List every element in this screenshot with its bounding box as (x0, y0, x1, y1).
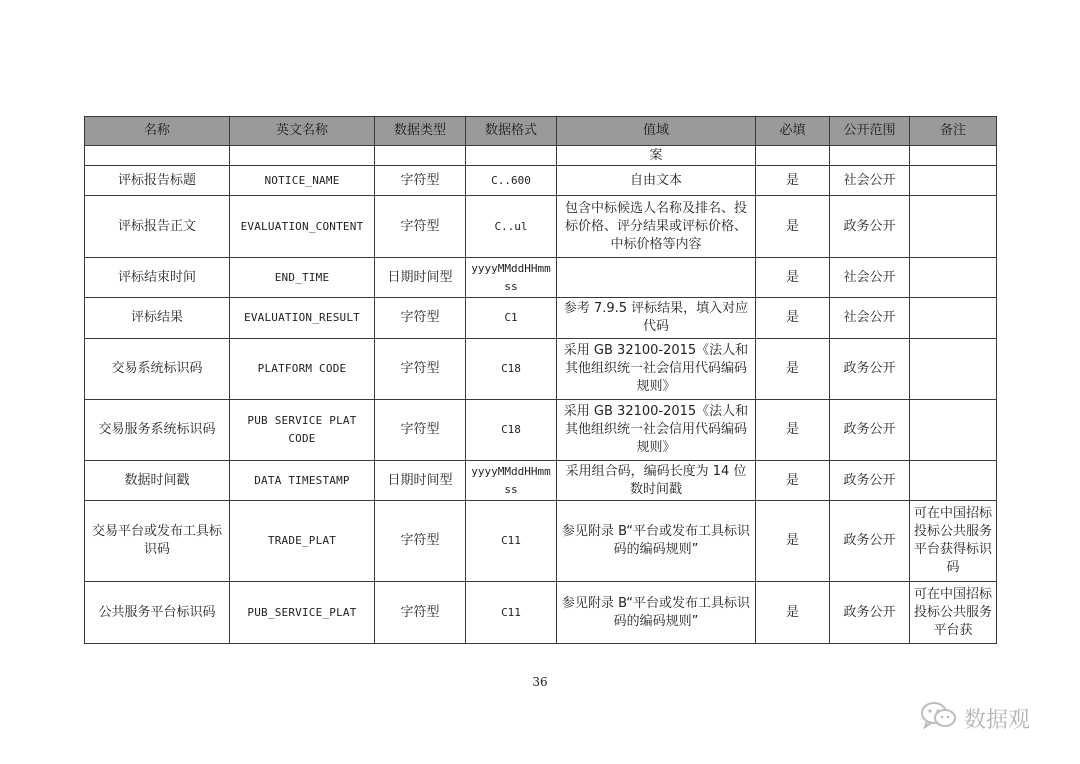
cell-data-format: yyyyMMddHHmmss (466, 258, 557, 298)
cell-disclosure-scope: 政务公开 (830, 461, 910, 501)
cell-data-type (375, 146, 466, 166)
cell-disclosure-scope: 社会公开 (830, 166, 910, 196)
cell-data-format: C1 (466, 298, 557, 339)
cell-disclosure-scope: 政务公开 (830, 339, 910, 400)
cell-data-format: C11 (466, 582, 557, 644)
cell-disclosure-scope: 社会公开 (830, 298, 910, 339)
table-row (85, 298, 997, 339)
table-row (85, 400, 997, 461)
table-row (85, 582, 997, 644)
cell-disclosure-scope: 政务公开 (830, 501, 910, 582)
cell-english-name: NOTICE_NAME (230, 166, 375, 196)
cell-remarks (910, 146, 997, 166)
cell-name: 公共服务平台标识码 (85, 582, 230, 644)
cell-data-format: C..ul (466, 196, 557, 258)
cell-required: 是 (756, 196, 830, 258)
cell-english-name: DATA TIMESTAMP (230, 461, 375, 501)
cell-data-format: yyyyMMddHHmmss (466, 461, 557, 501)
table-row (85, 258, 997, 298)
cell-value-range: 采用 GB 32100-2015《法人和其他组织统一社会信用代码编码规则》 (557, 400, 756, 461)
cell-required: 是 (756, 400, 830, 461)
cell-data-format: C18 (466, 339, 557, 400)
cell-english-name: EVALUATION_CONTENT (230, 196, 375, 258)
cell-data-format: C..600 (466, 166, 557, 196)
cell-data-type: 字符型 (375, 298, 466, 339)
wechat-icon (920, 701, 958, 735)
header-data-type: 数据类型 (375, 117, 466, 146)
cell-remarks (910, 339, 997, 400)
cell-english-name: PUB_SERVICE_PLAT (230, 582, 375, 644)
cell-required: 是 (756, 298, 830, 339)
cell-data-type: 日期时间型 (375, 461, 466, 501)
page-number: 36 (532, 675, 548, 689)
header-remarks: 备注 (910, 117, 997, 146)
cell-value-range: 参考 7.9.5 评标结果，填入对应代码 (557, 298, 756, 339)
header-required: 必填 (756, 117, 830, 146)
header-name: 名称 (85, 117, 230, 146)
header-data-format: 数据格式 (466, 117, 557, 146)
cell-value-range: 包含中标候选人名称及排名、投标价格、评分结果或评标价格、中标价格等内容 (557, 196, 756, 258)
cell-remarks (910, 400, 997, 461)
cell-required: 是 (756, 582, 830, 644)
cell-required: 是 (756, 339, 830, 400)
cell-value-range: 采用组合码，编码长度为 14 位数时间戳 (557, 461, 756, 501)
cell-value-range: 参见附录 B“平台或发布工具标识码的编码规则” (557, 501, 756, 582)
cell-value-range (557, 258, 756, 298)
cell-value-range: 自由文本 (557, 166, 756, 196)
cell-remarks (910, 298, 997, 339)
cell-disclosure-scope (830, 146, 910, 166)
cell-disclosure-scope: 政务公开 (830, 196, 910, 258)
cell-data-format: C11 (466, 501, 557, 582)
cell-english-name (230, 146, 375, 166)
cell-data-type: 字符型 (375, 339, 466, 400)
cell-value-range: 参见附录 B“平台或发布工具标识码的编码规则” (557, 582, 756, 644)
cell-name: 交易系统标识码 (85, 339, 230, 400)
cell-data-type: 日期时间型 (375, 258, 466, 298)
cell-english-name: PLATFORM CODE (230, 339, 375, 400)
cell-data-type: 字符型 (375, 582, 466, 644)
cell-remarks: 可在中国招标投标公共服务平台获得标识码 (910, 501, 997, 582)
table-row (85, 501, 997, 582)
cell-remarks (910, 258, 997, 298)
table-header-row (85, 117, 997, 146)
field-spec-table (84, 116, 997, 644)
table-row (85, 196, 997, 258)
cell-remarks (910, 166, 997, 196)
cell-disclosure-scope: 政务公开 (830, 400, 910, 461)
cell-remarks (910, 196, 997, 258)
cell-name: 评标报告正文 (85, 196, 230, 258)
cell-data-type: 字符型 (375, 400, 466, 461)
cell-data-type: 字符型 (375, 501, 466, 582)
header-disclosure-scope: 公开范围 (830, 117, 910, 146)
cell-data-type: 字符型 (375, 196, 466, 258)
cell-required: 是 (756, 166, 830, 196)
cell-required: 是 (756, 461, 830, 501)
cell-name: 评标结果 (85, 298, 230, 339)
cell-remarks: 可在中国招标投标公共服务平台获 (910, 582, 997, 644)
table-row (85, 339, 997, 400)
header-english-name: 英文名称 (230, 117, 375, 146)
cell-name: 交易服务系统标识码 (85, 400, 230, 461)
cell-required: 是 (756, 501, 830, 582)
cell-name: 评标结束时间 (85, 258, 230, 298)
cell-required: 是 (756, 258, 830, 298)
cell-name (85, 146, 230, 166)
cell-disclosure-scope: 社会公开 (830, 258, 910, 298)
table-row (85, 146, 997, 166)
cell-name: 评标报告标题 (85, 166, 230, 196)
table-row (85, 166, 997, 196)
cell-data-type: 字符型 (375, 166, 466, 196)
header-value-range: 值域 (557, 117, 756, 146)
cell-english-name: END_TIME (230, 258, 375, 298)
table-row (85, 461, 997, 501)
watermark-text: 数据观 (964, 707, 1031, 733)
cell-remarks (910, 461, 997, 501)
cell-english-name: PUB SERVICE PLAT CODE (230, 400, 375, 461)
cell-name: 交易平台或发布工具标识码 (85, 501, 230, 582)
cell-data-format: C18 (466, 400, 557, 461)
cell-required (756, 146, 830, 166)
cell-data-format (466, 146, 557, 166)
cell-name: 数据时间戳 (85, 461, 230, 501)
cell-value-range: 案 (557, 146, 756, 166)
cell-value-range: 采用 GB 32100-2015《法人和其他组织统一社会信用代码编码规则》 (557, 339, 756, 400)
cell-english-name: EVALUATION_RESULT (230, 298, 375, 339)
cell-disclosure-scope: 政务公开 (830, 582, 910, 644)
watermark (920, 700, 1060, 736)
cell-english-name: TRADE_PLAT (230, 501, 375, 582)
